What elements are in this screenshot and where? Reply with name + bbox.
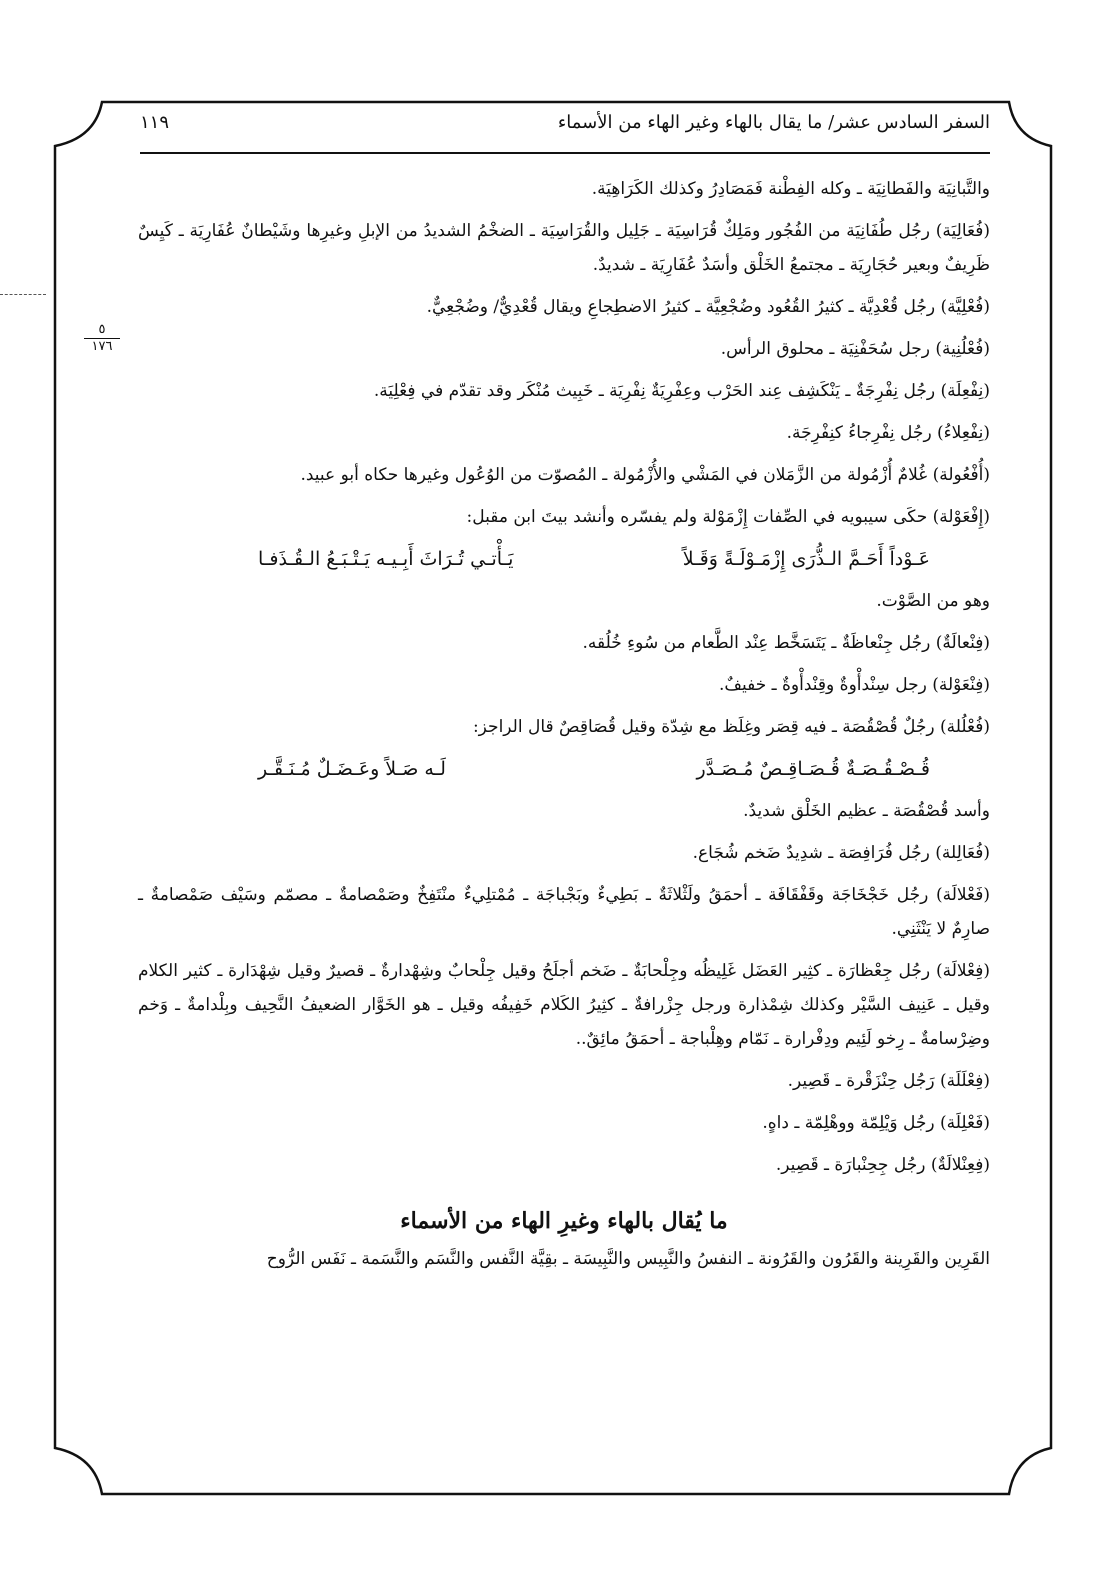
paragraph: (فُعَالِلة) رجُل فُرَافِصَة ـ شدِيدٌ ضَخم شُجَاع.	[692, 843, 990, 863]
header-rule	[140, 152, 990, 154]
paragraph: وهو من الصَّوْت.	[876, 591, 990, 611]
paragraph: (فِعْلَلَة) رَجُل حِنْزَقْرة ـ قَصِير.	[787, 1071, 990, 1091]
verse-hemistich: عَـوْداً أَحَـمَّ الـذُّرَى إِزْمَـوْلَـةً وَقَـلاً	[682, 548, 930, 570]
paragraph: (فُعَالِيَة) رجُل طُفَانِيَة من الفُجُور ومَلِكٌ قُرَاسِيَة ـ جَلِيل والقُرَاسِيَة ـ الضخْمُ الشديدُ من الإبلِ وغيرِها وشَيْطانٌ عُفَارِيَة ـ كَيِسٌ ظَرِيفٌ وبعير حُجَارِيَة ـ مجتمعُ الخَلْق وأسَدٌ عُفَارِيَة ـ شديدٌ.	[138, 221, 990, 275]
margin-dashed-line	[0, 294, 46, 295]
paragraph: (فَعْلِلَة) رجُل وَيْلِمّة ووهْلِمّة ـ داهٍ.	[762, 1113, 990, 1133]
margin-ref-denominator: ١٧٦	[84, 338, 120, 355]
paragraph: (فُعْلُلة) رجُلٌ قُصْقُصَة ـ فيه قِصَر وغِلَظ مع شِدّة وقيل قُصَاقِصٌ قال الراجز:	[472, 717, 990, 737]
verse-hemistich: يَـأْتـي تُـرَاثَ أَبِـيـه يَـتْـبَـعُ الـقُـذَفـا	[258, 548, 514, 570]
paragraph: (فُعْلُنِية) رجل سُحَفْنِيَة ـ محلوق الرأس.	[720, 339, 990, 359]
page-header	[140, 112, 990, 152]
paragraph: (فُعْلِيَّة) رجُل قُعْدِيَّة ـ كثيرُ القُعُود وضُجْعِيَّة ـ كثيرُ الاضطِجاعِ ويقال قُعْدِيٌّ/ وضُجْعِيٌّ.	[426, 297, 990, 317]
page-number: ١١٩	[140, 112, 170, 133]
paragraph: (فِنْعالَةٌ) رجُل جِنْعاظَةٌ ـ يَتَسَخَّط عِنْد الطَّعام من سُوءِ خُلُقه.	[582, 633, 990, 653]
paragraph: (فِنْعَوْلة) رجل سِنْدأْوةٌ وقِنْدأْوةٌ ـ خفيفٌ.	[719, 675, 990, 695]
running-title: السفر السادس عشر/ ما يقال بالهاء وغير الهاء من الأسماء	[557, 112, 990, 133]
paragraph: (نِفْعِلَة) رجُل نِفْرِجَةٌ ـ يَنْكَشِف عِند الحَرْب وعِفْرِيَةٌ نِفْرِيَة ـ خَبِيث مُنْكَر وقد تقدّم في فِعْلِيَة.	[373, 381, 990, 401]
paragraph: والتَّبانِيَة والفَطانِيَة ـ وكله الفِطْنة فَمَصَادِرُ وكذلك الكَرَاهِيَة.	[591, 179, 990, 199]
paragraph: وأسد قُصْقُصَة ـ عظيم الخَلْق شديدٌ.	[743, 801, 990, 821]
paragraph: (أُفْعُولة) غُلامٌ أُزْمُولة من الزَّمَلان في المَشْي والأُزْمُولة ـ المُصوّت من الوُعُول وغيرها حكاه أبو عبيد.	[300, 465, 990, 485]
verse-hemistich: قُـصْـقُـصَـةٌ قُـصَـاقِـصٌ مُـصَـدَّر	[696, 758, 930, 780]
paragraph: (فِعْلالَة) رجُل جِعْظارَة ـ كثِير العَضَل غَلِيظُه وجِلْحابَةٌ ـ ضَخم أجلَحُ وقيل جِلْحابٌ وشِهْدارةٌ ـ قصيرٌ وقيل شِهْدَارة ـ كثير الكلام وقيل ـ عَنِيف السَّيْر وكذلك شِمْذارة ورجل جِزْرافةٌ ـ كثِيرُ الكَلام خَفِيفُه وقيل ـ هو الخَوَّار الضعيفُ النَّحِيف وبِلْدامةٌ ـ وَخم وضِرْسامةٌ ـ رِخو لَئِيم ودِفْرارة ـ نَمّام وهِلْباجة ـ أحمَقُ مائِقٌ..	[138, 961, 990, 1049]
margin-reference	[84, 322, 120, 355]
section-title: ما يُقال بالهاء وغيرِ الهاء من الأسماء	[400, 1208, 728, 1234]
paragraph: (نِفْعِلاءُ) رجُل نِفْرِجاءُ كنِفْرِجَة.	[786, 423, 990, 443]
paragraph: (فِعِنْلالَةٌ) رجُل جِحِنْبارَة ـ قَصِير.	[775, 1155, 990, 1175]
page-body	[138, 172, 990, 1284]
paragraph: (إِفْعَوْلة) حكَى سيبويه في الصِّفات إِزْمَوْلة ولم يفسّره وأنشد بيتَ ابن مقبل:	[466, 507, 990, 527]
verse-line	[138, 542, 990, 576]
paragraph: (فَعْلالَة) رجُل خَجْخَاجَة وقَفْقَافَة ـ أحمَقُ ولَثْلاثَةٌ ـ بَطِيءٌ وبَجْباجَة ـ مُمْتلِيءٌ منْتَفِخٌ وصَمْصامةٌ ـ مصمّم وسَيْف صَمْصامةٌ ـ صارِمٌ لا يَنْثَنِي.	[138, 885, 990, 939]
verse-line	[138, 752, 990, 786]
verse-hemistich: لَـه صَـلاً وعَـضَـلٌ مُـنَـقَّـر	[258, 758, 446, 780]
margin-ref-numerator: ٥	[98, 322, 106, 337]
paragraph: القَرِين والقَرِينة والقَرُون والقَرُونة ـ النفسُ والنَّبِيس والنَّبِيسَة ـ بقِيَّة النَّفس والنَّسَم والنَّسَمة ـ نَفَس الرُّوح	[266, 1249, 990, 1269]
